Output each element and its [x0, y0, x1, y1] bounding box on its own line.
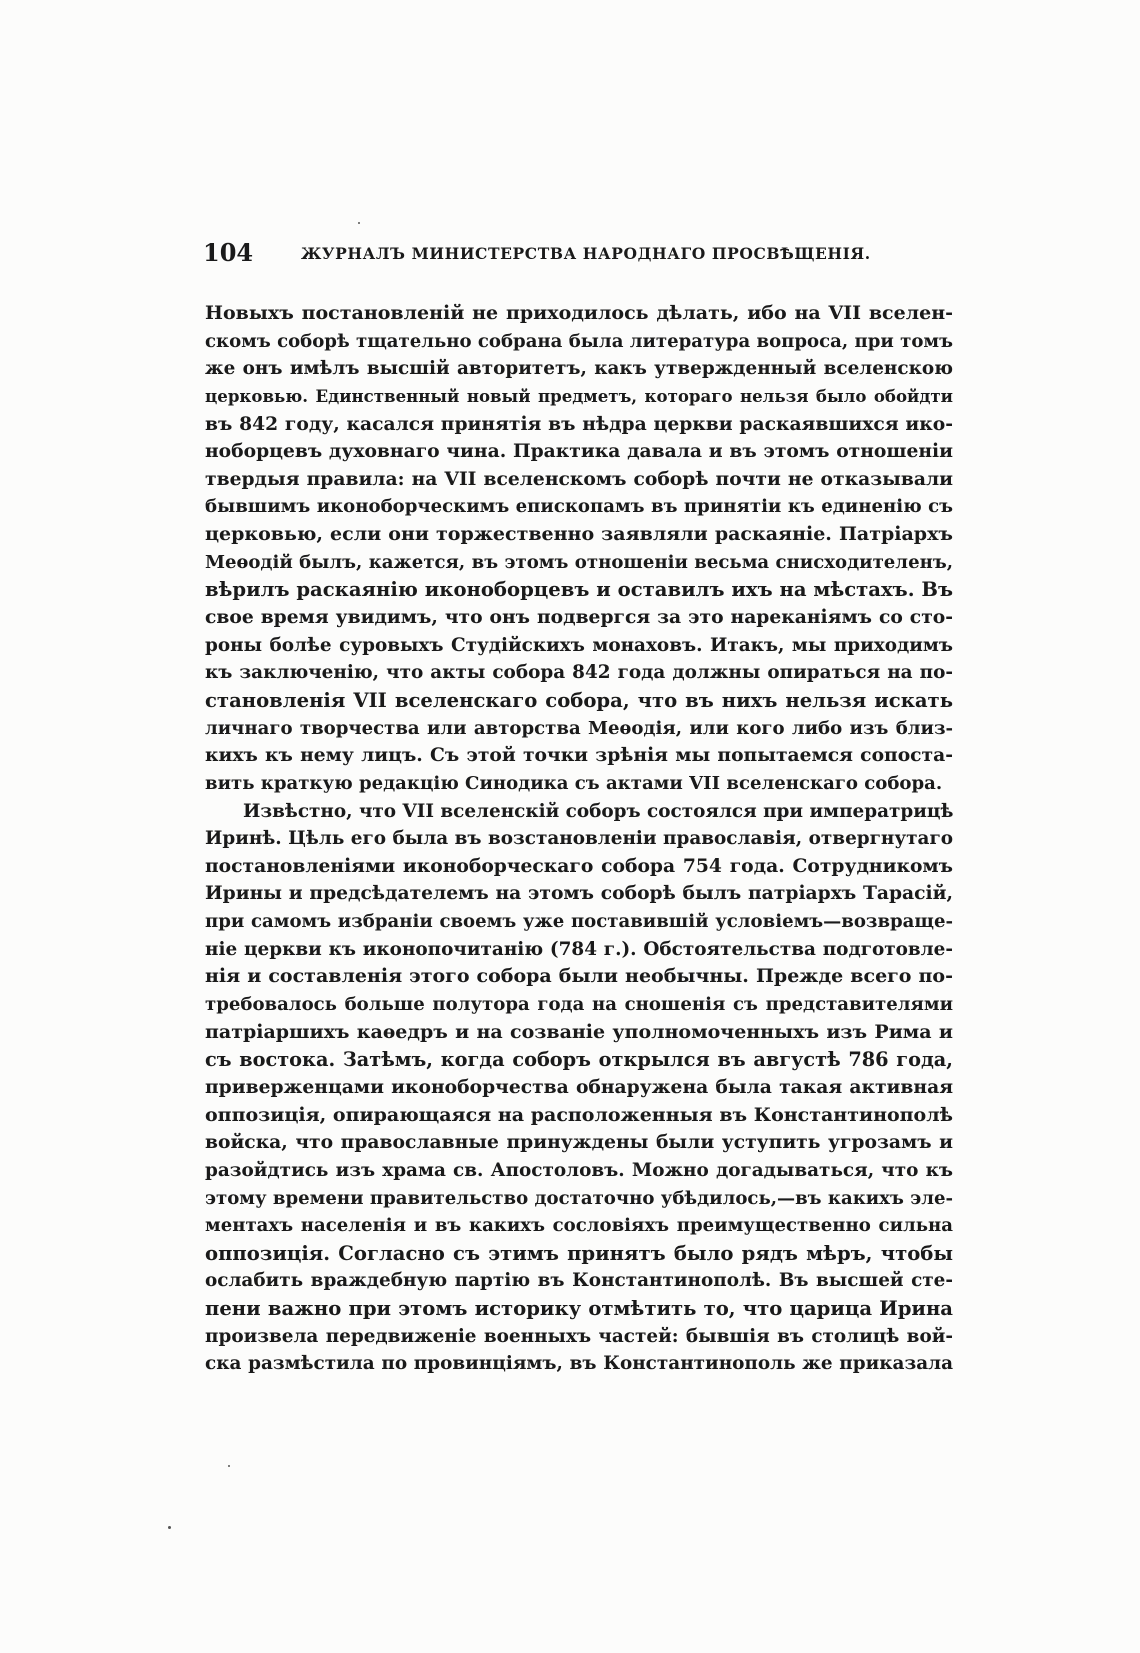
text-line: ска размѣстила по провинціямъ, въ Константинополь же приказала [205, 1353, 953, 1375]
text-line: вѣрилъ раскаянію иконоборцевъ и оставилъ ихъ на мѣстахъ. Въ [205, 578, 953, 602]
text-line: ослабить враждебную партію въ Константинополѣ. Въ высшей сте- [205, 1270, 953, 1292]
paragraph-first-line: Извѣстно, что VII вселенскій соборъ состоялся при императрицѣ [243, 800, 953, 822]
text-line: вить краткую редакцію Синодика съ актами VII вселенскаго собора. [205, 772, 943, 794]
text-line: произвела передвиженіе военныхъ частей: бывшія въ столицѣ вой- [205, 1325, 953, 1347]
text-line: оппозиція. Согласно съ этимъ принятъ было рядъ мѣръ, чтобы [205, 1241, 953, 1265]
text-line: свое время увидимъ, что онъ подвергся за это нареканіямъ со сто- [205, 606, 953, 629]
text-line: бывшимъ иконоборческимъ епископамъ въ принятіи къ единенію съ [205, 496, 953, 518]
scan-speck [228, 1465, 230, 1467]
text-line: Меѳодій былъ, кажется, въ этомъ отношеніи весьма снисходителенъ, [205, 551, 953, 573]
body-text [205, 300, 953, 1378]
text-line: же онъ имѣлъ высшій авторитетъ, какъ утвержденный вселенскою [205, 358, 953, 380]
text-line: патріаршихъ каѳедръ и на созваніе уполномоченныхъ изъ Рима и [205, 1020, 953, 1043]
text-line: личнаго творчества или авторства Меѳодія, или кого либо изъ близ- [205, 717, 953, 739]
text-line: скомъ соборѣ тщательно собрана была литература вопроса, при томъ [205, 330, 953, 352]
text-line: Иринѣ. Цѣль его была въ возстановленіи православія, отвергнутаго [205, 828, 953, 850]
scan-speck [358, 222, 360, 224]
text-line: становленія VII вселенскаго собора, что въ нихъ нельзя искать [205, 688, 953, 712]
text-line: при самомъ избраніи своемъ уже поставившій условіемъ—возвраще- [205, 911, 953, 933]
text-line: Новыхъ постановленій не приходилось дѣлать, ибо на VII вселен- [205, 302, 953, 324]
scan-speck [168, 1526, 171, 1529]
text-line: церковью, если они торжественно заявляли раскаяніе. Патріархъ [205, 523, 953, 546]
text-line: твердыя правила: на VII вселенскомъ соборѣ почти не отказывали [205, 467, 953, 490]
text-line: Ирины и предсѣдателемъ на этомъ соборѣ былъ патріархъ Тарасій, [205, 882, 953, 905]
text-line: оппозиція, опирающаяся на расположенныя въ Константинополѣ [205, 1103, 953, 1126]
text-line: пени важно при этомъ историку отмѣтить то, что царица Ирина [205, 1297, 953, 1321]
text-line: постановленіями иконоборческаго собора 754 года. Сотрудникомъ [205, 854, 953, 877]
text-line: къ заключенію, что акты собора 842 года должны опираться на по- [205, 662, 953, 684]
text-line: роны болѣе суровыхъ Студійскихъ монаховъ. Итакъ, мы приходимъ [205, 634, 953, 656]
text-line: приверженцами иконоборчества обнаружена была такая активная [205, 1075, 953, 1098]
text-line: требовалось больше полутора года на сношенія съ представителями [205, 994, 953, 1016]
text-line: ніе церкви къ иконопочитанію (784 г.). Обстоятельства подготовле- [205, 938, 953, 960]
text-line: разойдтись изъ храма св. Апостоловъ. Можно догадываться, что къ [205, 1159, 953, 1181]
text-line: ноборцевъ духовнаго чина. Практика давала и въ этомъ отношеніи [205, 440, 953, 463]
text-line: съ востока. Затѣмъ, когда соборъ открылся въ августѣ 786 года, [205, 1048, 953, 1072]
text-line: церковью. Единственный новый предметъ, котораго нельзя было обойдти [205, 385, 953, 406]
text-line: войска, что православные принуждены были уступить угрозамъ и [205, 1131, 953, 1154]
text-line: въ 842 году, касался принятія въ нѣдра церкви раскаявшихся ико- [205, 412, 953, 435]
running-head: ЖУРНАЛЪ МИНИСТЕРСТВА НАРОДНАГО ПРОСВѢЩЕНІЯ. [301, 244, 871, 263]
page-number: 104 [203, 238, 254, 267]
text-line: кихъ къ нему лицъ. Съ этой точки зрѣнія мы попытаемся сопоста- [205, 744, 953, 767]
text-line: ментахъ населенія и въ какихъ сословіяхъ преимущественно сильна [205, 1215, 953, 1237]
text-line: нія и составленія этого собора были необычны. Прежде всего по- [205, 965, 953, 988]
page-header [203, 238, 955, 272]
text-line: этому времени правительство достаточно убѣдилось,—въ какихъ эле- [205, 1187, 953, 1209]
